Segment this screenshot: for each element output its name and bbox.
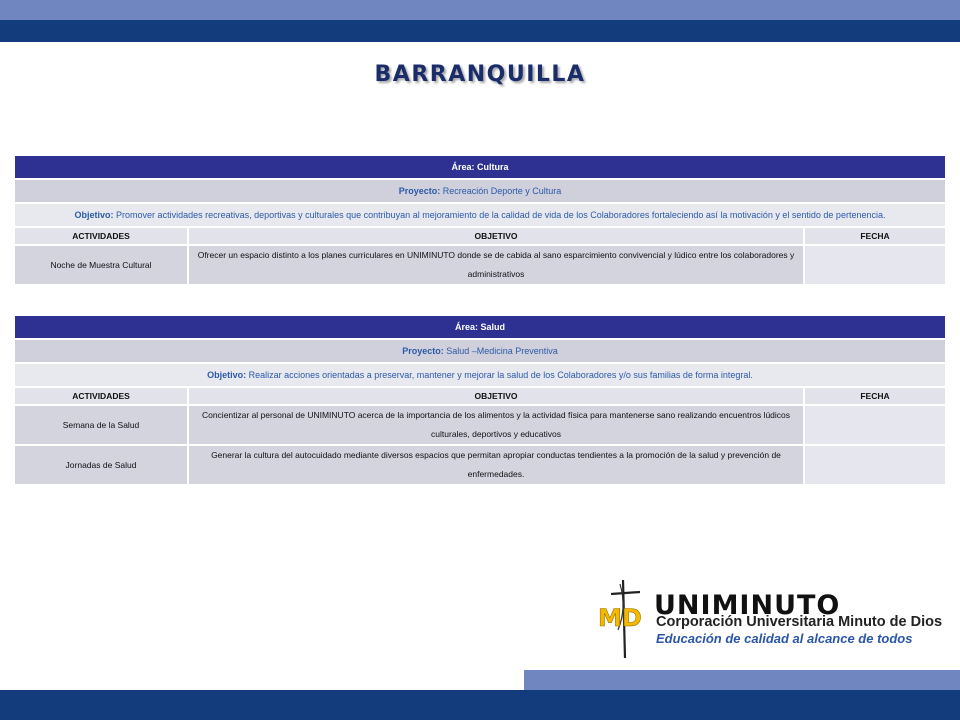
top-band-dark bbox=[0, 20, 960, 42]
area-header-row bbox=[15, 316, 945, 340]
proyecto-cell bbox=[15, 340, 945, 364]
col-header-actividades: ACTIVIDADES bbox=[15, 228, 187, 246]
col-header-actividades: ACTIVIDADES bbox=[15, 388, 187, 406]
area-label: Área: Cultura bbox=[15, 156, 945, 180]
proyecto-label: Proyecto: bbox=[402, 346, 444, 356]
logo-line2: Corporación Universitaria Minuto de Dios bbox=[656, 614, 943, 630]
col-header-objetivo: OBJETIVO bbox=[187, 228, 803, 246]
objetivo-value: Realizar acciones orientadas a preservar, mantener y mejorar la salud de los Colaboradores y/o sus familias de forma integral. bbox=[248, 370, 753, 380]
proyecto-value: Salud –Medicina Preventiva bbox=[446, 346, 558, 356]
objetivo-label: Objetivo: bbox=[74, 210, 114, 220]
area-table-cultura bbox=[15, 156, 945, 286]
actividad-cell: Noche de Muestra Cultural bbox=[15, 246, 187, 286]
logo-tagline: Educación de calidad al alcance de todos bbox=[656, 631, 913, 646]
proyecto-row bbox=[15, 340, 945, 364]
area-table-salud bbox=[15, 316, 945, 486]
fecha-cell bbox=[803, 246, 945, 286]
logo-brand: UNIMINUTO bbox=[654, 590, 841, 621]
actividad-cell: Jornadas de Salud bbox=[15, 446, 187, 486]
bottom-band-dark bbox=[0, 690, 960, 720]
column-header-row bbox=[15, 228, 945, 246]
proyecto-label: Proyecto: bbox=[398, 186, 441, 196]
col-header-objetivo: OBJETIVO bbox=[187, 388, 803, 406]
objetivo-detail-cell: Ofrecer un espacio distinto a los planes curriculares en UNIMINUTO donde se de cabida al sano esparcimiento convivencial y lúdico entre los colaboradores y administrativos bbox=[187, 246, 803, 286]
objetivo-label: Objetivo: bbox=[207, 370, 247, 380]
objetivo-cell bbox=[15, 204, 945, 228]
top-band-light bbox=[0, 0, 960, 20]
uniminuto-logo bbox=[596, 578, 943, 660]
area-label: Área: Salud bbox=[15, 316, 945, 340]
area-header-row bbox=[15, 156, 945, 180]
proyecto-row bbox=[15, 180, 945, 204]
objetivo-detail-cell: Concientizar al personal de UNIMINUTO acerca de la importancia de los alimentos y la actividad física para mantenerse sano realizando encuentros lúdicos culturales, deportivos y educativos bbox=[187, 406, 803, 446]
objetivo-row bbox=[15, 364, 945, 388]
actividad-cell: Semana de la Salud bbox=[15, 406, 187, 446]
objetivo-cell bbox=[15, 364, 945, 388]
col-header-fecha: FECHA bbox=[803, 228, 945, 246]
objetivo-detail-cell: Generar la cultura del autocuidado mediante diversos espacios que permitan apropiar conductas tendientes a la promoción de la salud y prevención de enfermedades. bbox=[187, 446, 803, 486]
fecha-cell bbox=[803, 446, 945, 486]
column-header-row bbox=[15, 388, 945, 406]
objetivo-row bbox=[15, 204, 945, 228]
md-cross-emblem-icon bbox=[596, 578, 658, 660]
bottom-band-light bbox=[524, 670, 960, 690]
col-header-fecha: FECHA bbox=[803, 388, 945, 406]
objetivo-value: Promover actividades recreativas, deportivas y culturales que contribuyan al mejoramiento de la calidad de vida de los Colaboradores fortaleciendo así la motivación y el sentido de pertenencia. bbox=[116, 210, 886, 220]
proyecto-value: Recreación Deporte y Cultura bbox=[442, 186, 562, 196]
table-row bbox=[15, 406, 945, 446]
table-row bbox=[15, 446, 945, 486]
proyecto-cell bbox=[15, 180, 945, 204]
fecha-cell bbox=[803, 406, 945, 446]
page-title: BARRANQUILLA bbox=[374, 62, 586, 87]
table-row bbox=[15, 246, 945, 286]
svg-text:MD: MD bbox=[598, 604, 642, 632]
